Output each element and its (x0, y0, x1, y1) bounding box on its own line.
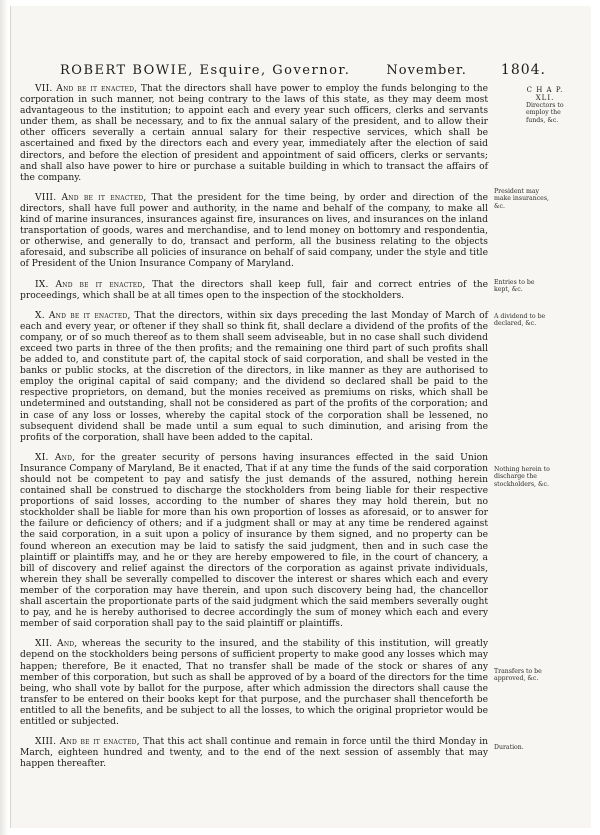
running-title: ROBERT BOWIE, Esquire, Governor. (60, 63, 351, 78)
section-ix (20, 280, 488, 302)
section-xi (20, 453, 488, 631)
margin-note-nothing-herein: Nothing herein to discharge the stockholders, &c. (494, 466, 550, 488)
section-text: That the president for the time being, by order and direction of the directors, shall have full power and authority, in the name and behalf of the company, to make all kind of marine insurances, insurances against fire, insurances on lives, and insurances on the inland transportation of goods, wares and merchandise, and to lend money on bottomry and respondentia, or otherwise, and generally to do, transact and perform, all the business relating to the objects aforesaid, and subscribe all policies of insurance on behalf of said company, under the style and title of President of the Union Insurance Company of Maryland. (20, 192, 489, 270)
section-text: That the directors shall have power to employ the funds belonging to the corporation in such manner, not being contrary to the laws of this state, as they may deem most advantageous to the institution; to appoint each and every year such officers, clerks and servants under them, as shall be necessary, and to fix the annual salary of the president, and to allow their other officers severally a certain annual salary for their respective services, which shall be ascertained and fixed by the directors each and every year, immediately after the election of said directors, and before the election of president and appointment of said officers, clerks or servants; and shall also have power to hire or purchase a suitable building in which to transact the affairs of the company. (20, 84, 488, 183)
margin-note-duration: Duration. (494, 744, 524, 751)
section-lead: VII. And be it enacted, (35, 84, 138, 94)
section-text: That the directors, within six days preceding the last Monday of March of each and every year, or oftener if they shall so think fit, shall declare a dividend of the profits of the company, or of so much thereof as to them shall seem adviseable, but in no case shall such dividend exceed two parts in three of the then profits; and the remaining one third part of such profits shall be added to, and constitute part of, the capital stock of said corporation, and shall be vested in the banks or public stocks, at the discretion of the directors, in like manner as they are authorised to employ the original capital of said company; and the dividend so declared shall be paid to the respective proprietors, on demand, but the monies received as premiums on risks, which shall be undetermined and outstanding, shall not be considered as part of the profits of the corporation; and in case of any loss or losses, whereby the capital stock of the corporation shall be lessened, no subsequent dividend shall be made until a sum equal to such diminution, and arising from the profits of the corporation, shall have been added to the capital. (20, 310, 488, 443)
scan-edge (0, 0, 8, 835)
section-lead: XIII. And be it enacted, (35, 737, 140, 748)
section-lead: X. And be it enacted, (35, 310, 131, 321)
section-xiii (20, 737, 488, 770)
chapter-label: C H A P. (526, 86, 564, 94)
section-lead: VIII. And be it enacted, (35, 192, 147, 203)
margin-note-transfers: Transfers to be approved, &c. (494, 668, 542, 683)
document-body (20, 84, 488, 779)
chapter-number: XLI. (535, 94, 555, 102)
section-lead: XII. And, (35, 639, 78, 650)
section-text: That the directors shall keep full, fair and correct entries of the proceedings, which shall be at all times open to the inspection of the stockholders. (20, 279, 488, 301)
section-x (20, 311, 488, 444)
chapter-marker (525, 86, 565, 102)
page-header (60, 62, 546, 78)
margin-note-entries: Entries to be kept, &c. (494, 279, 535, 294)
section-vii (20, 84, 488, 184)
margin-note-directors: Directors to employ the funds, &c. (526, 102, 564, 124)
section-viii (20, 193, 488, 271)
running-year: 1804. (500, 62, 546, 78)
section-lead: IX. And be it enacted, (35, 279, 146, 290)
section-text: for the greater security of persons having insurances effected in the said Union Insurance Company of Maryland, Be it enacted, That if at any time the funds of the said corporation should not be competent to pay and satisfy the just demands of the assured, nothing herein contained shall be construed to discharge the stockholders from being liable for their respective proportions of said losses, according to the number of shares they may hold therein, but no stockholder shall be liable for more than his own proportion of losses as aforesaid, or to answer for the failure or deficiency of others; and if a judgment shall or may at any time be rendered against the said corporation, in a suit upon a policy of insurance by them signed, and no property can be found whereon an execution may be laid to satisfy the said judgment, then and in such case the plaintiff or plaintiffs may, and he or they are hereby empowered to file, in the court of chancery, a bill of discovery and relief against the directors of the corporation as against private individuals, wherein they shall be severally compelled to discover the interest or shares which each and every member of the corporation may have therein, and upon such discovery being had, the chancellor shall ascertain the proportionate parts of the said judgment which the said members severally ought to pay, and he is hereby authorised to decree accordingly the sum of money which each and every member of said corporation shall pay to the said plaintiff or plaintiffs. (20, 452, 488, 630)
section-xii (20, 639, 488, 728)
margin-note-president: President may make insurances, &c. (494, 188, 549, 210)
margin-note-dividend: A dividend to be declared, &c. (494, 313, 546, 328)
running-month: November. (386, 63, 467, 78)
section-text: whereas the security to the insured, and the stability of this institution, will greatly depend on the stockholders being persons of sufficient property to make good any losses which may happen; therefore, Be it enacted, That no transfer shall be made of the stock or shares of any member of this corporation, but such as shall be approved of by a board of the directors for the time being, who shall vote by ballot for the purpose, after which admission the directors shall cause the transfer to be entered on their books kept for that purpose, and the purchaser shall thenceforth be entitled to all the benefits, and be subject to all the losses, to which the original proprietor would be entitled or subjected. (20, 639, 489, 727)
section-lead: XI. And, (35, 452, 76, 463)
section-text: That this act shall continue and remain in force until the third Monday in March, eighteen hundred and twenty, and to the end of the next session of assembly that may happen thereafter. (20, 737, 488, 770)
header-right (386, 62, 546, 78)
